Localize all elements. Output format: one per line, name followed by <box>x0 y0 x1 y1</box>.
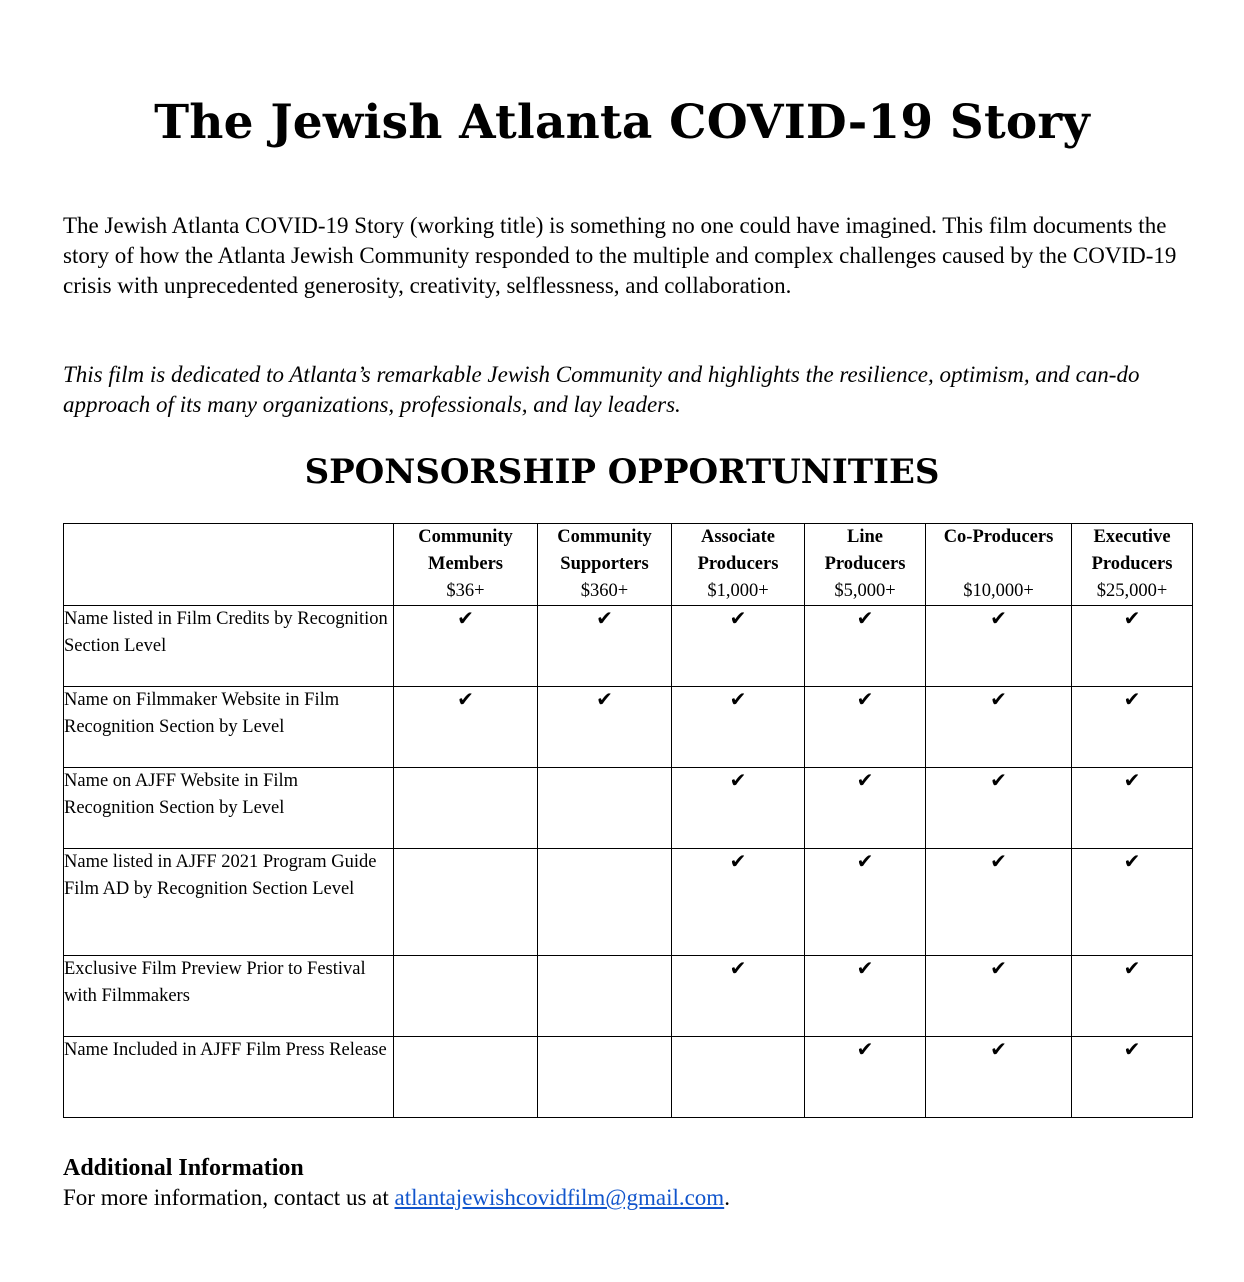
intro-paragraph: The Jewish Atlanta COVID-19 Story (working title) is something no one could have imagined. This film documents the story of how the Atlanta Jewish Community responded to the multiple and complex challenges caused by the COVID-19 crisis with unprecedented generosity, creativity, selflessness, and collaboration. <box>63 213 1177 298</box>
tier-price: $5,000+ <box>834 581 896 601</box>
checkmark-icon: ✔ <box>672 768 805 849</box>
checkmark-icon: ✔ <box>805 687 926 768</box>
checkmark-icon: ✔ <box>805 606 926 687</box>
empty-cell <box>394 768 538 849</box>
page-title: The Jewish Atlanta COVID-19 Story <box>154 95 1090 150</box>
tier-price: $25,000+ <box>1096 581 1168 601</box>
table-row <box>64 1037 1193 1118</box>
checkmark-icon: ✔ <box>672 687 805 768</box>
checkmark-icon: ✔ <box>1072 768 1193 849</box>
empty-cell <box>538 768 672 849</box>
empty-cell <box>672 1037 805 1118</box>
tier-price: $1,000+ <box>707 581 769 601</box>
checkmark-icon: ✔ <box>805 768 926 849</box>
checkmark-icon: ✔ <box>672 956 805 1037</box>
tier-header-associate-producers: Associate Producers $1,000+ <box>672 524 805 606</box>
checkmark-icon: ✔ <box>538 687 672 768</box>
checkmark-icon: ✔ <box>1072 849 1193 956</box>
dedication-paragraph: This film is dedicated to Atlanta’s remarkable Jewish Community and highlights the resilience, optimism, and can-do approach of its many organizations, professionals, and lay leaders. <box>63 362 1140 417</box>
contact-email-link[interactable]: atlantajewishcovidfilm@gmail.com <box>394 1185 725 1210</box>
contact-text-end: . <box>724 1185 730 1210</box>
sponsorship-table <box>63 523 1193 1118</box>
additional-information-heading: Additional Information <box>63 1155 304 1181</box>
benefit-label: Exclusive Film Preview Prior to Festival with Filmmakers <box>64 956 394 1037</box>
header-corner-cell <box>64 524 394 606</box>
table-row <box>64 956 1193 1037</box>
checkmark-icon: ✔ <box>926 768 1072 849</box>
benefit-label: Name listed in Film Credits by Recognition Section Level <box>64 606 394 687</box>
checkmark-icon: ✔ <box>926 687 1072 768</box>
table-row <box>64 849 1193 956</box>
tier-price: $36+ <box>446 581 485 601</box>
tier-header-executive-producers: Executive Producers $25,000+ <box>1072 524 1193 606</box>
tier-header-community-supporters: Community Supporters $360+ <box>538 524 672 606</box>
checkmark-icon: ✔ <box>926 849 1072 956</box>
tier-price: $360+ <box>580 581 629 601</box>
empty-cell <box>394 1037 538 1118</box>
checkmark-icon: ✔ <box>538 606 672 687</box>
tier-header-line-producers: Line Producers $5,000+ <box>805 524 926 606</box>
checkmark-icon: ✔ <box>394 687 538 768</box>
empty-cell <box>394 849 538 956</box>
empty-cell <box>538 956 672 1037</box>
checkmark-icon: ✔ <box>1072 1037 1193 1118</box>
table-row <box>64 687 1193 768</box>
table-header-row <box>64 524 1193 606</box>
additional-information <box>63 1153 1183 1213</box>
checkmark-icon: ✔ <box>805 849 926 956</box>
checkmark-icon: ✔ <box>1072 606 1193 687</box>
tier-header-co-producers: Co-Producers $10,000+ <box>926 524 1072 606</box>
empty-cell <box>538 1037 672 1118</box>
checkmark-icon: ✔ <box>672 849 805 956</box>
tier-price: $10,000+ <box>963 581 1034 601</box>
sponsorship-heading: SPONSORSHIP OPPORTUNITIES <box>304 452 940 492</box>
checkmark-icon: ✔ <box>1072 687 1193 768</box>
checkmark-icon: ✔ <box>672 606 805 687</box>
empty-cell <box>394 956 538 1037</box>
checkmark-icon: ✔ <box>926 956 1072 1037</box>
contact-text: For more information, contact us at <box>63 1185 395 1210</box>
tier-header-community-members: Community Members $36+ <box>394 524 538 606</box>
benefit-label: Name on Filmmaker Website in Film Recognition Section by Level <box>64 687 394 768</box>
benefit-label: Name on AJFF Website in Film Recognition Section by Level <box>64 768 394 849</box>
table-row <box>64 606 1193 687</box>
checkmark-icon: ✔ <box>805 1037 926 1118</box>
checkmark-icon: ✔ <box>926 606 1072 687</box>
benefit-label: Name Included in AJFF Film Press Release <box>64 1037 394 1118</box>
checkmark-icon: ✔ <box>926 1037 1072 1118</box>
checkmark-icon: ✔ <box>1072 956 1193 1037</box>
table-row <box>64 768 1193 849</box>
benefit-label: Name listed in AJFF 2021 Program Guide Film AD by Recognition Section Level <box>64 849 394 956</box>
checkmark-icon: ✔ <box>805 956 926 1037</box>
checkmark-icon: ✔ <box>394 606 538 687</box>
empty-cell <box>538 849 672 956</box>
